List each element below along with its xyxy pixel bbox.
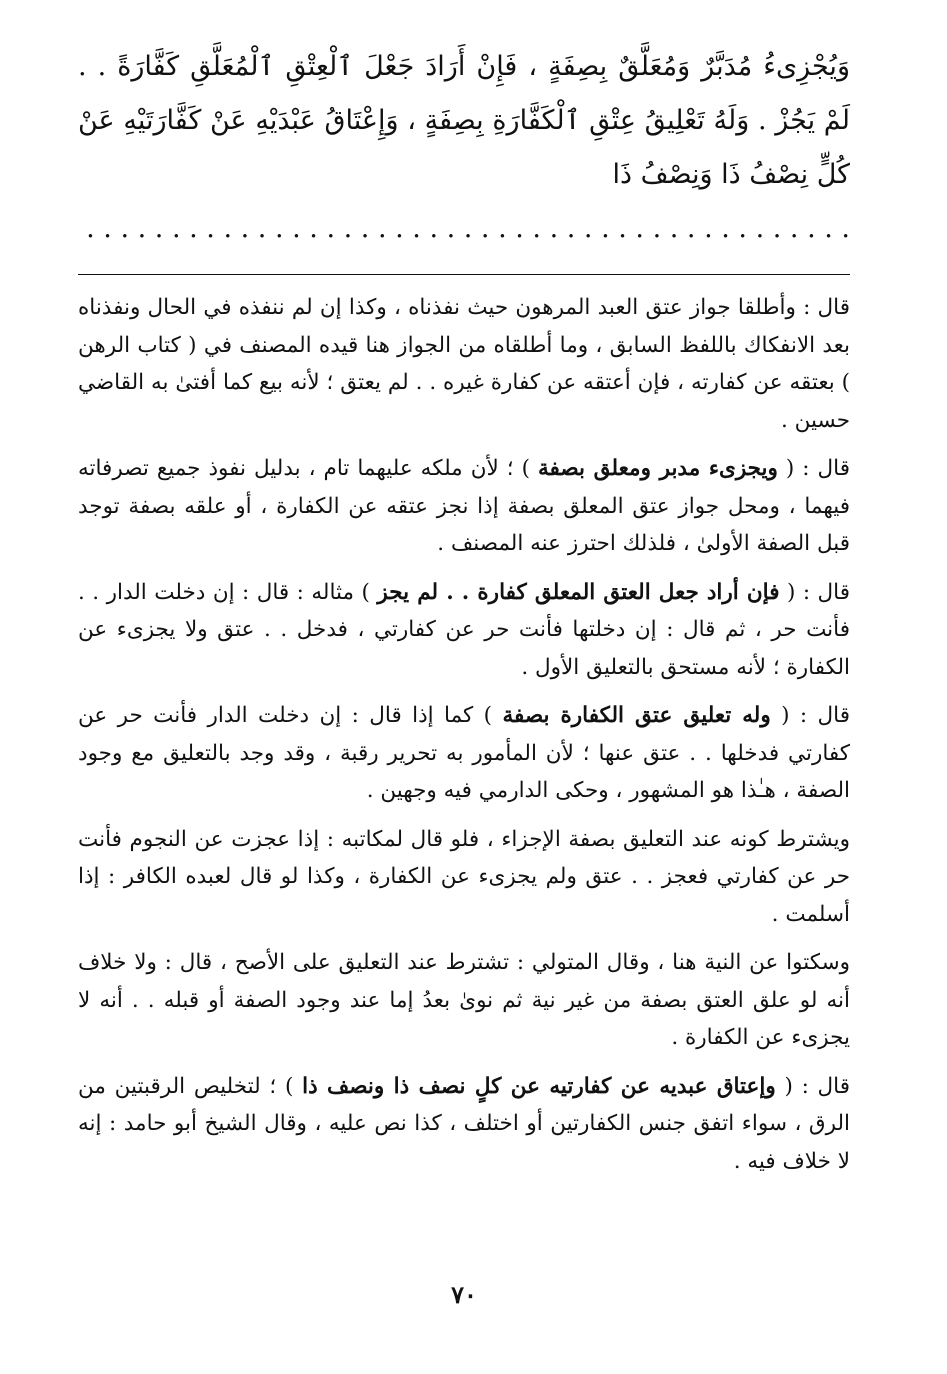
commentary-paragraph: وسكتوا عن النية هنا ، وقال المتولي : تشترط عند التعليق على الأصح ، قال : ولا خلاف أنه لو علق العتق بصفة من غير نية ثم نوىٰ بعدُ إما عند وجود الصفة أو قبله . . أنه لا يجزىء عن الكفارة . [78,950,850,1050]
quoted-matn: وإعتاق عبديه عن كفارتيه عن كلٍ نصف ذا ونصف ذا [302,1073,776,1099]
quoted-matn: فإن أراد جعل العتق المعلق كفارة . . لم يجز [377,579,780,605]
commentary-paragraph: قال : ( ويجزىء مدبر ومعلق بصفة ) ؛ لأن ملكه عليهما تام ، بدليل نفوذ جميع تصرفاته فيهما ، ومحل جواز عتق المعلق بصفة إذا نجز عتقه عن الكفارة ، أو علقه بصفة توجد قبل الصفة الأولىٰ ، فلذلك احترز عنه المصنف . [78,456,850,556]
book-page [78,40,850,1340]
matn-dots: . . . . . . . . . . . . . . . . . . . . . . . . . . . . . . . . . . . . . . . . . . . . . [86,213,850,244]
commentary-paragraph: قال : ( وإعتاق عبديه عن كفارتيه عن كلٍ نصف ذا ونصف ذا ) ؛ لتخليص الرقبتين من الرق ، سواء اتفق جنس الكفارتين أو اختلف ، كذا نص عليه ، وقال الشيخ أبو حامد : إنه لا خلاف فيه . [78,1073,850,1174]
quoted-matn: وله تعليق عتق الكفارة بصفة [502,703,771,728]
page-number: ٧٠ [451,1280,477,1309]
commentary-paragraph: ويشترط كونه عند التعليق بصفة الإجزاء ، فلو قال لمكاتبه : إذا عجزت عن النجوم فأنت حر عن كفارتي فعجز . . عتق ولم يجزىء عن الكفارة ، وكذا لو قال لعبده الكافر : إذا أسلمت . [78,826,850,927]
footnote-divider [78,274,850,275]
commentary [78,289,850,1180]
matn-body: وَيُجْزِىءُ مُدَبَّرٌ وَمُعَلَّقٌ بِصِفَةٍ ، فَإِنْ أَرَادَ جَعْلَ ٱلْعِتْقِ ٱلْمُعَلَّقِ كَفَّارَةً . . لَمْ يَجُزْ . وَلَهُ تَعْلِيقُ عِتْقِ ٱلْكَفَّارَةِ بِصِفَةٍ ، وَإِعْتَاقُ عَبْدَيْهِ عَنْ كَفَّارَتَيْهِ عَنْ كُلٍّ نِصْفُ ذَا وَنِصْفُ ذَا [78,51,850,190]
commentary-paragraph: قال : وأطلقا جواز عتق العبد المرهون حيث نفذناه ، وكذا إن لم ننفذه في الحال ونفذناه بعد الانفكاك باللفظ السابق ، وما أطلقاه من الجواز هنا قيده المصنف في ( كتاب الرهن ) بعتقه عن كفارته ، فإن أعتقه عن كفارة غيره . . لم يعتق ؛ لأنه بيع كما أفتىٰ به القاضي حسين . [78,295,850,433]
commentary-paragraph: قال : ( فإن أراد جعل العتق المعلق كفارة . . لم يجز ) مثاله : قال : إن دخلت الدار . . فأنت حر ، ثم قال : إن دخلتها فأنت حر عن كفارتي ، فدخل . . عتق ولا يجزىء عن الكفارة ؛ لأنه مستحق بالتعليق الأول . [78,579,850,680]
commentary-paragraph: قال : ( وله تعليق عتق الكفارة بصفة ) كما إذا قال : إن دخلت الدار فأنت حر عن كفارتي فدخلها . . عتق عنها ؛ لأن المأمور به تحرير رقبة ، وقد وجد بالتعليق مع وجود الصفة ، هـٰذا هو المشهور ، وحكى الدارمي فيه وجهين . [78,703,850,803]
quoted-matn: ويجزىء مدبر ومعلق بصفة [537,456,778,481]
matn-text [78,40,850,256]
